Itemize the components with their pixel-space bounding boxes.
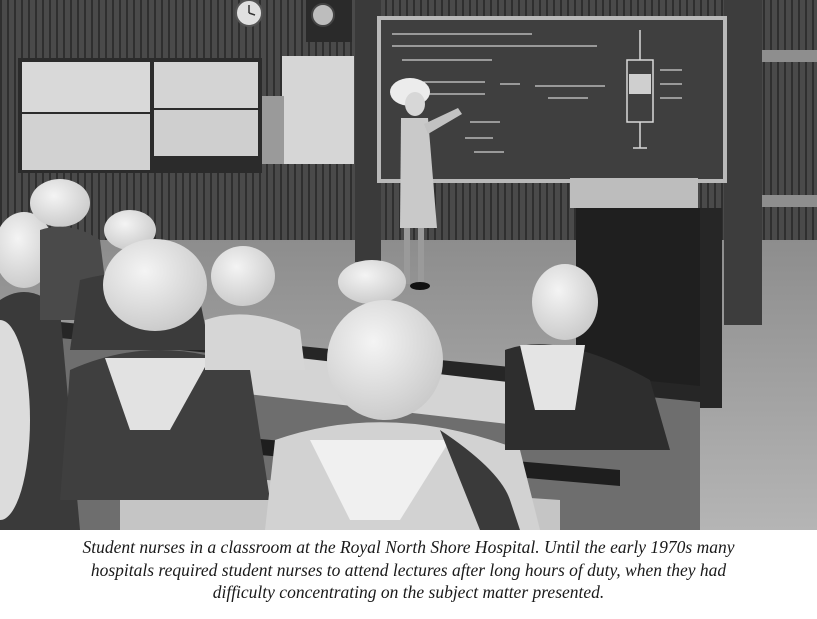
caption-line: hospitals required student nurses to attend lectures after long hours of duty, when they had — [90, 559, 727, 580]
figure-caption — [0, 536, 817, 616]
pillar — [724, 0, 762, 325]
wall-panels — [18, 56, 354, 173]
caption-line: Student nurses in a classroom at the Royal North Shore Hospital. Until the early 1970s many — [82, 537, 735, 557]
caption-line: difficulty concentrating on the subject matter presented. — [212, 582, 605, 602]
student-nurse — [338, 260, 406, 304]
